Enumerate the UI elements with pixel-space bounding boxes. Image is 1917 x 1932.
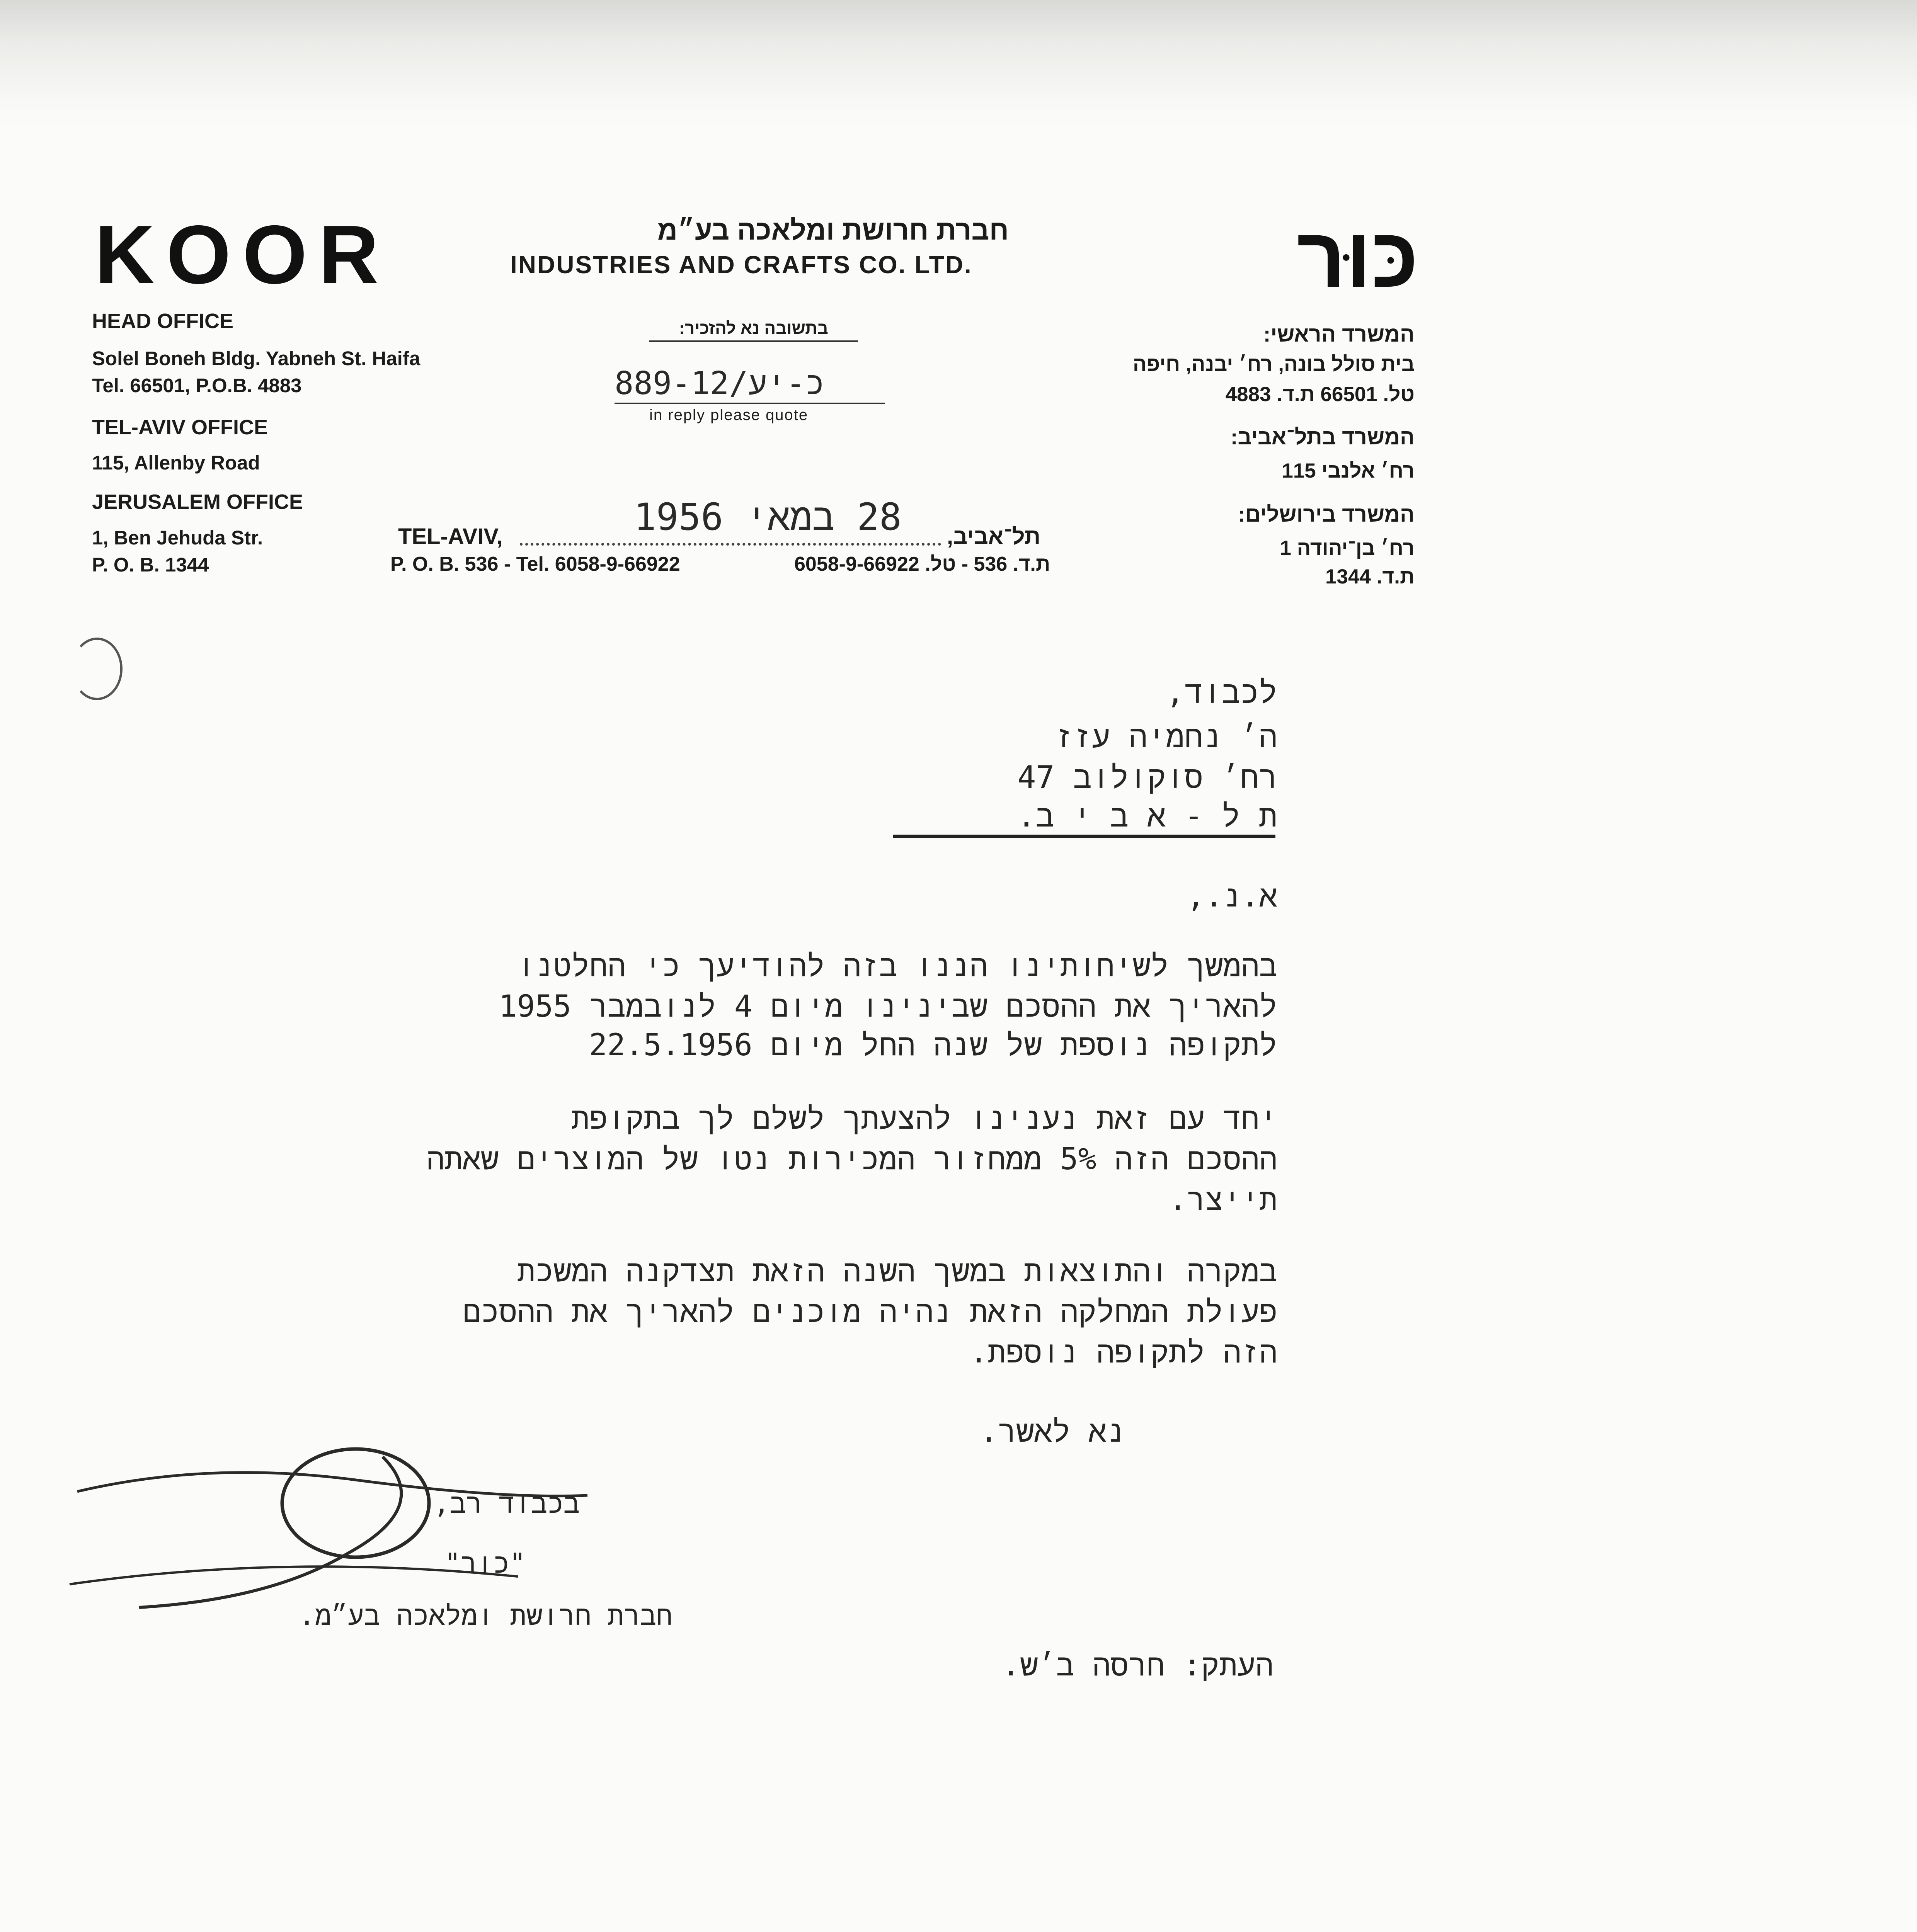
head-office-title-hebrew: המשרד הראשי:: [1263, 322, 1415, 346]
paragraph1-line2: להאריך את ההסכם שבינינו מיום 4 לנובמבר 1955: [499, 989, 1277, 1024]
recipient-name: ה׳ נחמיה עזז: [1054, 719, 1277, 755]
telaviv-office-address: 115, Allenby Road: [92, 452, 260, 474]
head-office-address-hebrew: בית סולל בונה, רח׳ יבנה, חיפה: [1132, 353, 1415, 376]
koor-logo: KOOR: [95, 208, 390, 301]
recipient-city: ת ל - א ב י ב.: [1017, 798, 1277, 834]
signer-short-name: "כור": [444, 1548, 526, 1579]
paragraph1-line3: לתקופה נוספת של שנה החל מיום 22.5.1956: [589, 1028, 1277, 1063]
paragraph3-line2: פעולת המחלקה הזאת נהיה מוכנים להאריך את ההסכם: [463, 1294, 1277, 1329]
request-confirm: נא לאשר.: [980, 1414, 1125, 1449]
letter-date: 28 במאי 1956: [634, 495, 902, 539]
telaviv-office-title: TEL-AVIV OFFICE: [92, 416, 268, 439]
place-english: TEL-AVIV,: [398, 524, 503, 549]
reply-label-english: in reply please quote: [649, 406, 809, 423]
paragraph2-line1: יחד עם זאת נענינו להצעתך לשלם לך בתקופת: [571, 1101, 1277, 1136]
paragraph2-line2: ההסכם הזה 5% ממחזור המכירות נטו של המוצרים שאתה: [426, 1142, 1277, 1177]
recipient-city-underline: [893, 835, 1275, 838]
copy-to: העתק: חרסה ב׳ש.: [1002, 1648, 1273, 1683]
company-name-english: INDUSTRIES AND CRAFTS CO. LTD.: [510, 251, 972, 279]
telaviv-office-title-hebrew: המשרד בתל־אביב:: [1230, 425, 1415, 449]
jerusalem-office-pob-hebrew: ת.ד. 1344: [1325, 565, 1415, 588]
jerusalem-office-title: JERUSALEM OFFICE: [92, 490, 303, 514]
pob-phone-english: P. O. B. 536 - Tel. 6058-9-66922: [390, 553, 680, 575]
reference-number: 889-12/כ-יע: [615, 365, 824, 402]
jerusalem-office-pob: P. O. B. 1344: [92, 554, 209, 576]
reply-label-hebrew: בתשובה נא להזכיר:: [649, 319, 858, 342]
head-office-address: Solel Boneh Bldg. Yabneh St. Haifa: [92, 347, 421, 369]
company-name-hebrew: חברת חרושת ומלאכה בע״מ: [657, 215, 1009, 246]
scan-shadow: [0, 0, 1917, 128]
recipient-street: רח׳ סוקולוב 47: [1017, 759, 1277, 795]
jerusalem-office-address: 1, Ben Jehuda Str.: [92, 527, 263, 549]
paragraph3-line3: הזה לתקופה נוספת.: [969, 1335, 1277, 1370]
head-office-phone-hebrew: טל. 66501 ת.ד. 4883: [1225, 383, 1415, 406]
paragraph2-line3: תייצר.: [1169, 1182, 1277, 1217]
telaviv-office-address-hebrew: רח׳ אלנבי 115: [1282, 459, 1415, 482]
date-dotted-line: [520, 543, 941, 546]
head-office-title: HEAD OFFICE: [92, 310, 234, 333]
jerusalem-office-address-hebrew: רח׳ בן־יהודה 1: [1280, 537, 1415, 560]
jerusalem-office-title-hebrew: המשרד בירושלים:: [1238, 502, 1415, 526]
place-hebrew: תל־אביב,: [947, 524, 1041, 549]
hebrew-logo: כּוּר: [1297, 210, 1418, 305]
salutation-to: לכבוד,: [1166, 674, 1277, 710]
greeting: א.נ.,: [1187, 879, 1277, 914]
paragraph3-line1: במקרה והתוצאות במשך השנה הזאת תצדקנה המשכת: [517, 1254, 1277, 1289]
paragraph1-line1: בהמשך לשיחותינו הננו בזה להודיעך כי החלטנו: [517, 949, 1277, 983]
signer-full-name: חברת חרושת ומלאכה בע״מ.: [299, 1600, 672, 1631]
head-office-phone: Tel. 66501, P.O.B. 4883: [92, 374, 302, 396]
punch-hole-mark: [72, 638, 123, 700]
closing-regards: בכבוד רב,: [433, 1488, 580, 1519]
reference-underline: [615, 403, 885, 404]
pob-phone-hebrew: ת.ד. 536 - טל. 6058-9-66922: [794, 553, 1050, 575]
